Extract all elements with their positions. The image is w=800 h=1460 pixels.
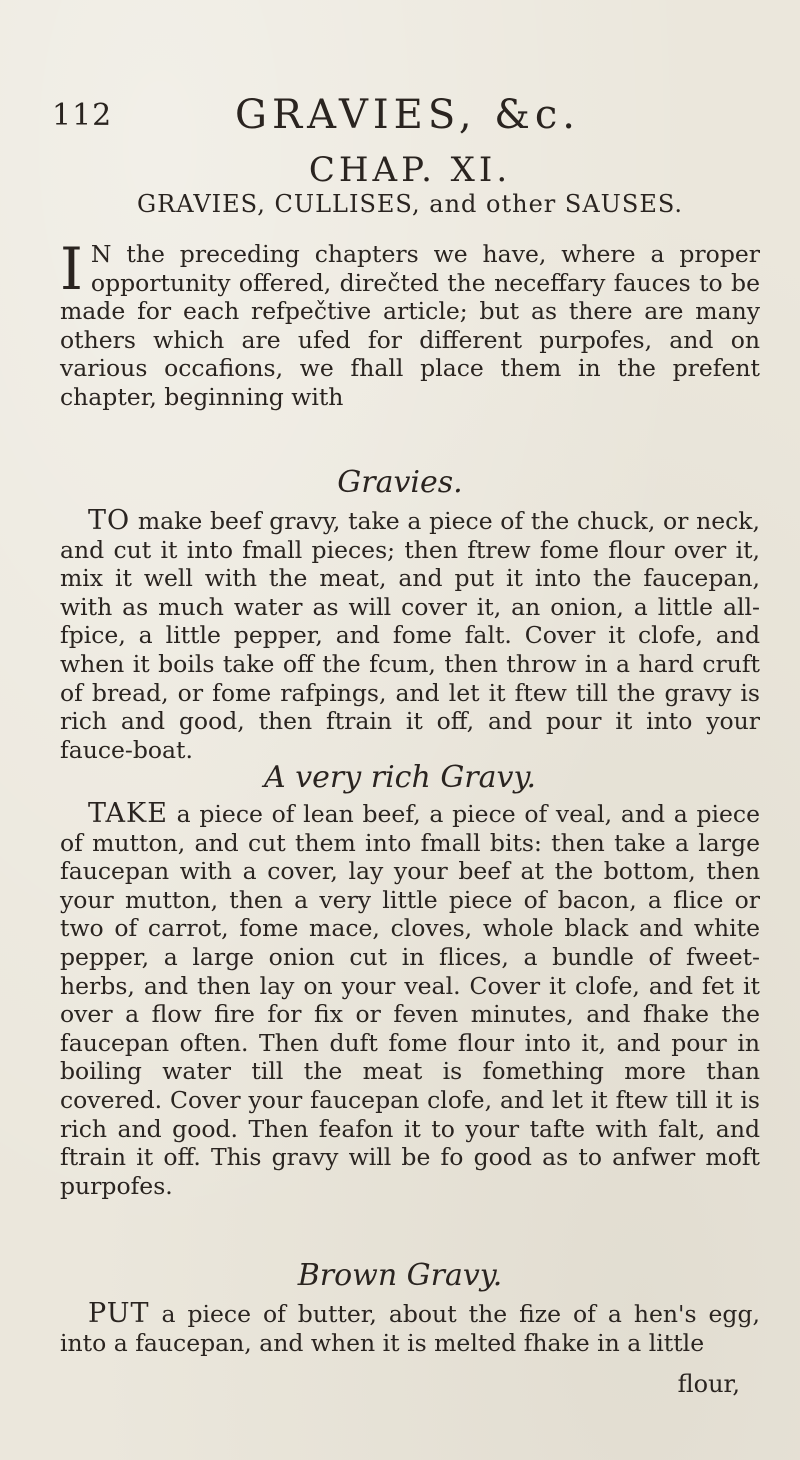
recipe-text: a piece of lean beef, a piece of veal, and a piece of mutton, and cut them into fmall bits: then take a large faucepan with a cover, lay your beef at the bottom, then your mutton, then a very little piece of bacon, a flice or two of carrot, fome mace, cloves, whole black and white pepper, a large onion cut in flices, a bundle of fweet-herbs, and then lay on your veal. Cover it clofe, and fet it over a flow fire for fix or feven minutes, and fhake the faucepan often. Then duft fome flour into it, and pour in boiling water till the meat is fomething more than covered. Cover your faucepan clofe, and let it ftew till it is rich and good. Then feafon it to your tafte with falt, and ftrain it off. This gravy will be fo good as to anfwer moft purpofes. — [60, 800, 760, 1200]
chapter-heading: CHAP. XI. — [308, 150, 512, 190]
recipe-lead-word: TO — [88, 505, 131, 536]
recipe-text: a piece of butter, about the fize of a hen's egg, into a faucepan, and when it is melted fhake in a little — [60, 1300, 760, 1357]
chapter-title: GRAVIES, CULLISES, and other SAUSES. — [136, 190, 684, 218]
recipe-brown-gravy — [60, 1300, 760, 1357]
recipe-title-brown-gravy: Brown Gravy. — [297, 1258, 503, 1293]
recipe-lead-word: TAKE — [88, 798, 168, 829]
intro-text: N the preceding chapters we have, where a proper opportunity offered, direčted the neceffary fauces to be made for each refpečtive article; but as there are many others which are ufed for different purpofes, and on various occafions, we fhall place them in the prefent chapter, beginning with — [60, 240, 760, 411]
running-head — [40, 92, 760, 142]
catchword: flour, — [677, 1370, 740, 1398]
recipe-title-gravies: Gravies. — [337, 465, 463, 500]
recipe-title-rich-gravy: A very rich Gravy. — [264, 760, 536, 795]
running-title: GRAVIES, &c. — [235, 92, 580, 138]
page-number: 112 — [52, 98, 113, 133]
recipe-rich-gravy — [60, 800, 760, 1200]
recipe-text: make beef gravy, take a piece of the chuck, or neck, and cut it into fmall pieces; then ftrew fome flour over it, mix it well with the meat, and put it into the faucepan, with as much water as will cover it, an onion, a little all-fpice, a little pepper, and fome falt. Cover it clofe, and when it boils take off the fcum, then throw in a hard cruft of bread, or fome rafpings, and let it ftew till the gravy is rich and good, then ftrain it off, and pour it into your fauce-boat. — [60, 507, 760, 764]
drop-cap: I — [60, 235, 83, 303]
recipe-gravies — [60, 507, 760, 764]
recipe-lead-word: PUT — [88, 1298, 150, 1329]
intro-paragraph — [60, 235, 760, 412]
